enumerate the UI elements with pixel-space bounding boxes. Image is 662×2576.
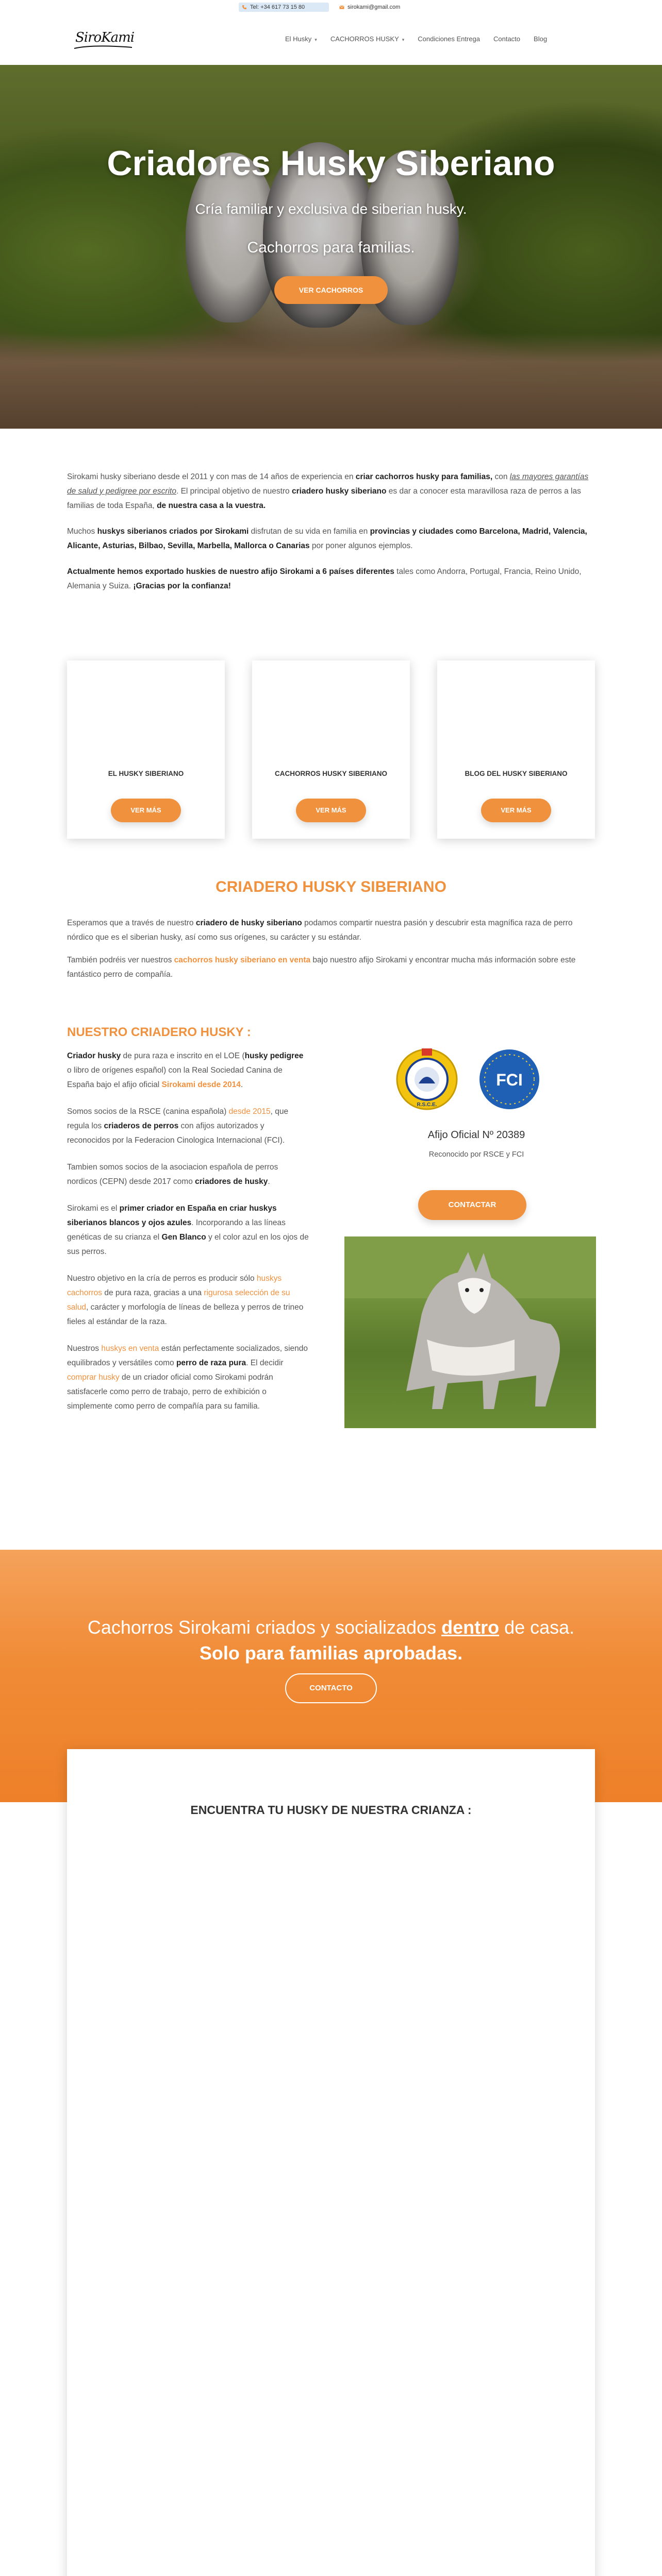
- ver-mas-button[interactable]: VER MÁS: [111, 799, 181, 822]
- card-title: BLOG DEL HUSKY SIBERIANO: [465, 770, 568, 777]
- text: bajo nuestro afijo Sirokami y encontrar mucha más información sobre este fantástico perro de compañía.: [67, 956, 576, 979]
- text: tales como Andorra, Portugal, Francia, Reino Unido, Alemania y Suiza.: [67, 567, 582, 590]
- card-title: EL HUSKY SIBERIANO: [108, 770, 184, 777]
- ver-mas-button[interactable]: VER MÁS: [481, 799, 551, 822]
- text: Esperamos que a través de nuestro: [67, 919, 196, 927]
- ver-mas-button[interactable]: VER MÁS: [296, 799, 366, 822]
- envelope-icon: [339, 5, 344, 10]
- phone-link[interactable]: [239, 3, 329, 12]
- card-el-husky[interactable]: [67, 660, 225, 839]
- nav-item-cachorros-husky[interactable]: [330, 35, 404, 43]
- text-bold: criaderos de perros: [104, 1122, 179, 1130]
- phone-icon: [242, 5, 247, 10]
- hero-subtitle: Cría familiar y exclusiva de siberian husky.: [195, 201, 467, 217]
- text: están perfectamente socializados, siendo equilibrados y versátiles como: [67, 1344, 308, 1367]
- fci-seal-text: FCI: [496, 1071, 523, 1089]
- text: disfrutan de su vida en familia en: [249, 527, 370, 536]
- chevron-down-icon: ▾: [315, 37, 317, 42]
- text: Nuestros: [67, 1344, 102, 1353]
- text: o libro de orígenes español) con la Real Sociedad Canina de España bajo el afijo oficial: [67, 1066, 283, 1089]
- main-nav: [285, 35, 560, 43]
- nuestro-criadero-title: NUESTRO CRIADERO HUSKY :: [67, 1025, 251, 1039]
- nuestro-paragraph-2: [67, 1105, 309, 1148]
- crianza-card: [67, 1749, 595, 2576]
- text: y el color azul en los ojos de sus perros.: [67, 1233, 309, 1256]
- band-line-2: Solo para familias aprobadas.: [199, 1642, 463, 1664]
- text-bold: primer criador en España en criar huskys siberianos blancos y ojos azules: [67, 1204, 277, 1227]
- card-cachorros[interactable]: [252, 660, 410, 839]
- text: Sirokami es el: [67, 1204, 120, 1213]
- text: de un criador oficial como Sirokami podrán satisfacerle como perro de trabajo, perro de exhibición o simplemente como perro de compañía para su familia.: [67, 1373, 273, 1411]
- seleccion-salud-link[interactable]: rigurosa selección de su salud: [67, 1289, 290, 1312]
- nav-item-label: El Husky: [285, 35, 312, 43]
- text: . El principal objetivo de nuestro: [176, 487, 292, 496]
- nuestro-criadero-section: [67, 1025, 309, 1414]
- text-bold: provincias y ciudades como Barcelona, Madrid, Valencia, Alicante, Asturias, Bilbao, Sevilla, Marbella, Mallorca o Canarias: [67, 527, 587, 550]
- hero-subtitle-2: Cachorros para familias.: [247, 239, 415, 256]
- text: . El decidir: [246, 1359, 284, 1367]
- nav-item-label: Contacto: [493, 35, 521, 43]
- text: Muchos: [67, 527, 97, 536]
- nav-item-contacto[interactable]: [493, 35, 520, 43]
- text: de pura raza e inscrito en el LOE (: [121, 1052, 245, 1060]
- text: , que regula los: [67, 1107, 289, 1130]
- top-bar: [0, 0, 662, 14]
- chevron-down-icon: ▾: [402, 37, 405, 42]
- phone-text: Tel: +34 617 73 15 80: [250, 4, 305, 10]
- text-highlight: Sirokami desde 2014: [161, 1080, 241, 1089]
- card-blog[interactable]: [437, 660, 595, 839]
- text-bold: Gen Blanco: [161, 1233, 206, 1242]
- affix-recognized: Reconocido por RSCE y FCI: [428, 1150, 524, 1159]
- text-bold: perro de raza pura: [176, 1359, 246, 1367]
- text: Nuestro objetivo en la cría de perros es producir sólo: [67, 1274, 257, 1283]
- contactar-button[interactable]: CONTACTAR: [418, 1190, 526, 1220]
- logo-text: SiroKami: [75, 30, 135, 45]
- nuestro-paragraph-3: [67, 1160, 309, 1189]
- huskys-cachorros-link[interactable]: huskys cachorros: [67, 1274, 282, 1297]
- criadero-paragraph-2: [67, 953, 595, 982]
- hero-section: [0, 65, 662, 429]
- text: .: [240, 1080, 243, 1089]
- nuestro-paragraph-5: [67, 1272, 309, 1329]
- text: . Incorporando a las líneas genéticas de su crianza el: [67, 1218, 286, 1242]
- text-underlined: las mayores garantías de salud y pedigree por escrito: [67, 472, 589, 496]
- text: con: [492, 472, 510, 481]
- cachorros-en-venta-link[interactable]: cachorros husky siberiano en venta: [174, 956, 311, 964]
- crianza-title: ENCUENTRA TU HUSKY DE NUESTRA CRIANZA :: [190, 1803, 472, 1817]
- hero-title: Criadores Husky Siberiano: [107, 144, 555, 183]
- text: podamos compartir nuestra pasión y descubrir esta magnífica raza de perro nórdico que es el siberian husky, así como sus orígenes, su carácter y su estándar.: [67, 919, 573, 942]
- comprar-husky-link[interactable]: comprar husky: [67, 1373, 120, 1382]
- text-bold: Criador husky: [67, 1052, 121, 1060]
- site-header: [0, 14, 662, 65]
- text-emphasis: dentro: [441, 1617, 500, 1638]
- text: es dar a conocer esta maravillosa raza de perros a las familias de toda España,: [67, 487, 581, 510]
- text-bold: husky pedigree: [244, 1052, 304, 1060]
- affix-number: Afijo Oficial Nº 20389: [427, 1129, 525, 1141]
- text-bold: criar cachorros husky para familias,: [355, 472, 493, 481]
- nav-item-label: Blog: [534, 35, 548, 43]
- nav-item-condiciones-entrega[interactable]: [418, 35, 480, 43]
- nav-item-label: Condiciones Entrega: [418, 35, 480, 43]
- intro-paragraph-1: [67, 470, 595, 513]
- text-bold: ¡Gracias por la confianza!: [133, 582, 231, 590]
- text-bold: huskys siberianos criados por Sirokami: [97, 527, 249, 536]
- text: por poner algunos ejemplos.: [309, 541, 413, 550]
- criadero-text: [67, 916, 595, 982]
- nav-item-blog[interactable]: [534, 35, 547, 43]
- ver-cachorros-button[interactable]: VER CACHORROS: [274, 276, 388, 304]
- intro-text: [67, 470, 595, 594]
- text: Sirokami husky siberiano desde el 2011 y con mas de 14 años de experiencia en: [67, 472, 356, 481]
- rsce-seal-icon: [395, 1047, 459, 1111]
- text: de casa.: [499, 1617, 575, 1638]
- text: .: [268, 1177, 270, 1186]
- text: con afijos autorizados y reconocidos por la Federacion Cinologica Internacional (FCI).: [67, 1122, 285, 1145]
- logo-swash-icon: [72, 43, 134, 50]
- text-bold: criadores de husky: [195, 1177, 268, 1186]
- text: Tambien somos socios de la asociacion española de perros nordicos (CEPN) desde 2017 como: [67, 1163, 278, 1186]
- criadero-paragraph-1: [67, 916, 595, 945]
- text-bold: criadero husky siberiano: [292, 487, 387, 496]
- husky-dog-image: [344, 1236, 596, 1428]
- intro-paragraph-3: [67, 565, 595, 594]
- nuestro-paragraph-6: [67, 1342, 309, 1414]
- band-line-1: [0, 1617, 662, 1638]
- email-text: sirokami@gmail.com: [347, 4, 401, 10]
- rsce-seal-text: R.S.C.E.: [417, 1102, 437, 1108]
- nuestro-paragraph-4: [67, 1201, 309, 1259]
- text: Cachorros Sirokami criados y socializados: [87, 1617, 442, 1638]
- nav-item-label: CACHORROS HUSKY: [330, 35, 399, 43]
- husky-dog-photo: [344, 1236, 596, 1428]
- criadero-title: CRIADERO HUSKY SIBERIANO: [216, 878, 446, 895]
- nuestro-paragraph-1: [67, 1049, 309, 1092]
- huskys-en-venta-link[interactable]: huskys en venta: [101, 1344, 159, 1353]
- text-bold: Actualmente hemos exportado huskies de nuestro afijo Sirokami a 6 países diferentes: [67, 567, 394, 576]
- text: , carácter y morfología de líneas de belleza y perros de trineo fieles al estándar de la raza.: [67, 1303, 304, 1326]
- text: de pura raza, gracias a una: [102, 1289, 204, 1297]
- text: También podréis ver nuestros: [67, 956, 174, 964]
- card-title: CACHORROS HUSKY SIBERIANO: [274, 770, 388, 777]
- text-bold: de nuestra casa a la vuestra.: [157, 501, 266, 510]
- text-bold: criadero de husky siberiano: [195, 919, 302, 927]
- intro-paragraph-2: [67, 524, 595, 553]
- site-logo[interactable]: [72, 26, 134, 52]
- text: Somos socios de la RSCE (canina española): [67, 1107, 229, 1116]
- nav-item-el-husky[interactable]: [285, 35, 317, 43]
- fci-seal-icon: [477, 1047, 541, 1111]
- email-link[interactable]: [336, 3, 419, 12]
- text-highlight: desde 2015: [228, 1107, 271, 1116]
- contacto-button[interactable]: CONTACTO: [285, 1673, 377, 1703]
